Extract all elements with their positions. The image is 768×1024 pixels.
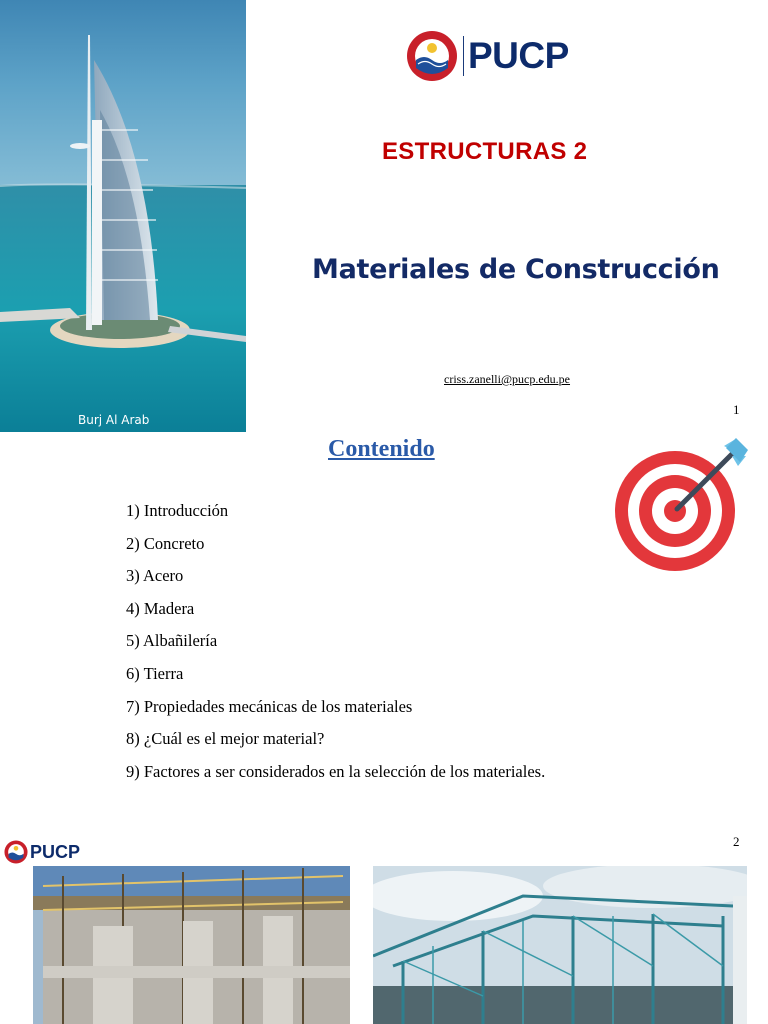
list-item: 3) Acero [126, 566, 184, 586]
list-item: 9) Factores a ser considerados en la selección de los materiales. [126, 761, 546, 781]
list-item: 5) Albañilería [126, 631, 218, 651]
page-number: 1 [733, 402, 740, 417]
pucp-logo [406, 28, 569, 84]
burj-al-arab-photo [0, 0, 246, 432]
list-item: 8) ¿Cuál es el mejor material? [126, 729, 325, 749]
page-number: 2 [733, 834, 740, 849]
logo-divider [463, 36, 464, 76]
pucp-seal-icon [4, 840, 28, 864]
list-item: 4) Madera [126, 598, 195, 618]
list-item: 6) Tierra [126, 663, 184, 683]
course-title: ESTRUCTURAS 2 [382, 138, 588, 165]
pucp-seal-icon [406, 30, 458, 82]
deck-title: Materiales de Construcción [312, 254, 720, 285]
concrete-building-photo [33, 866, 350, 1024]
photo-caption: Burj Al Arab [78, 413, 150, 427]
pucp-wordmark: PUCP [468, 35, 569, 76]
contents-list [126, 498, 545, 791]
contents-title: Contenido [328, 436, 435, 462]
list-item: 7) Propiedades mecánicas de los materiales [126, 696, 413, 716]
slide-1 [0, 0, 768, 432]
steel-structure-photo [373, 866, 747, 1024]
target-icon [612, 436, 752, 576]
list-item: 2) Concreto [126, 533, 205, 553]
pucp-wordmark: PUCP [30, 841, 81, 862]
list-item: 1) Introducción [126, 501, 229, 520]
pucp-logo-small [4, 840, 80, 864]
author-email-link[interactable]: criss.zanelli@pucp.edu.pe [444, 372, 571, 386]
